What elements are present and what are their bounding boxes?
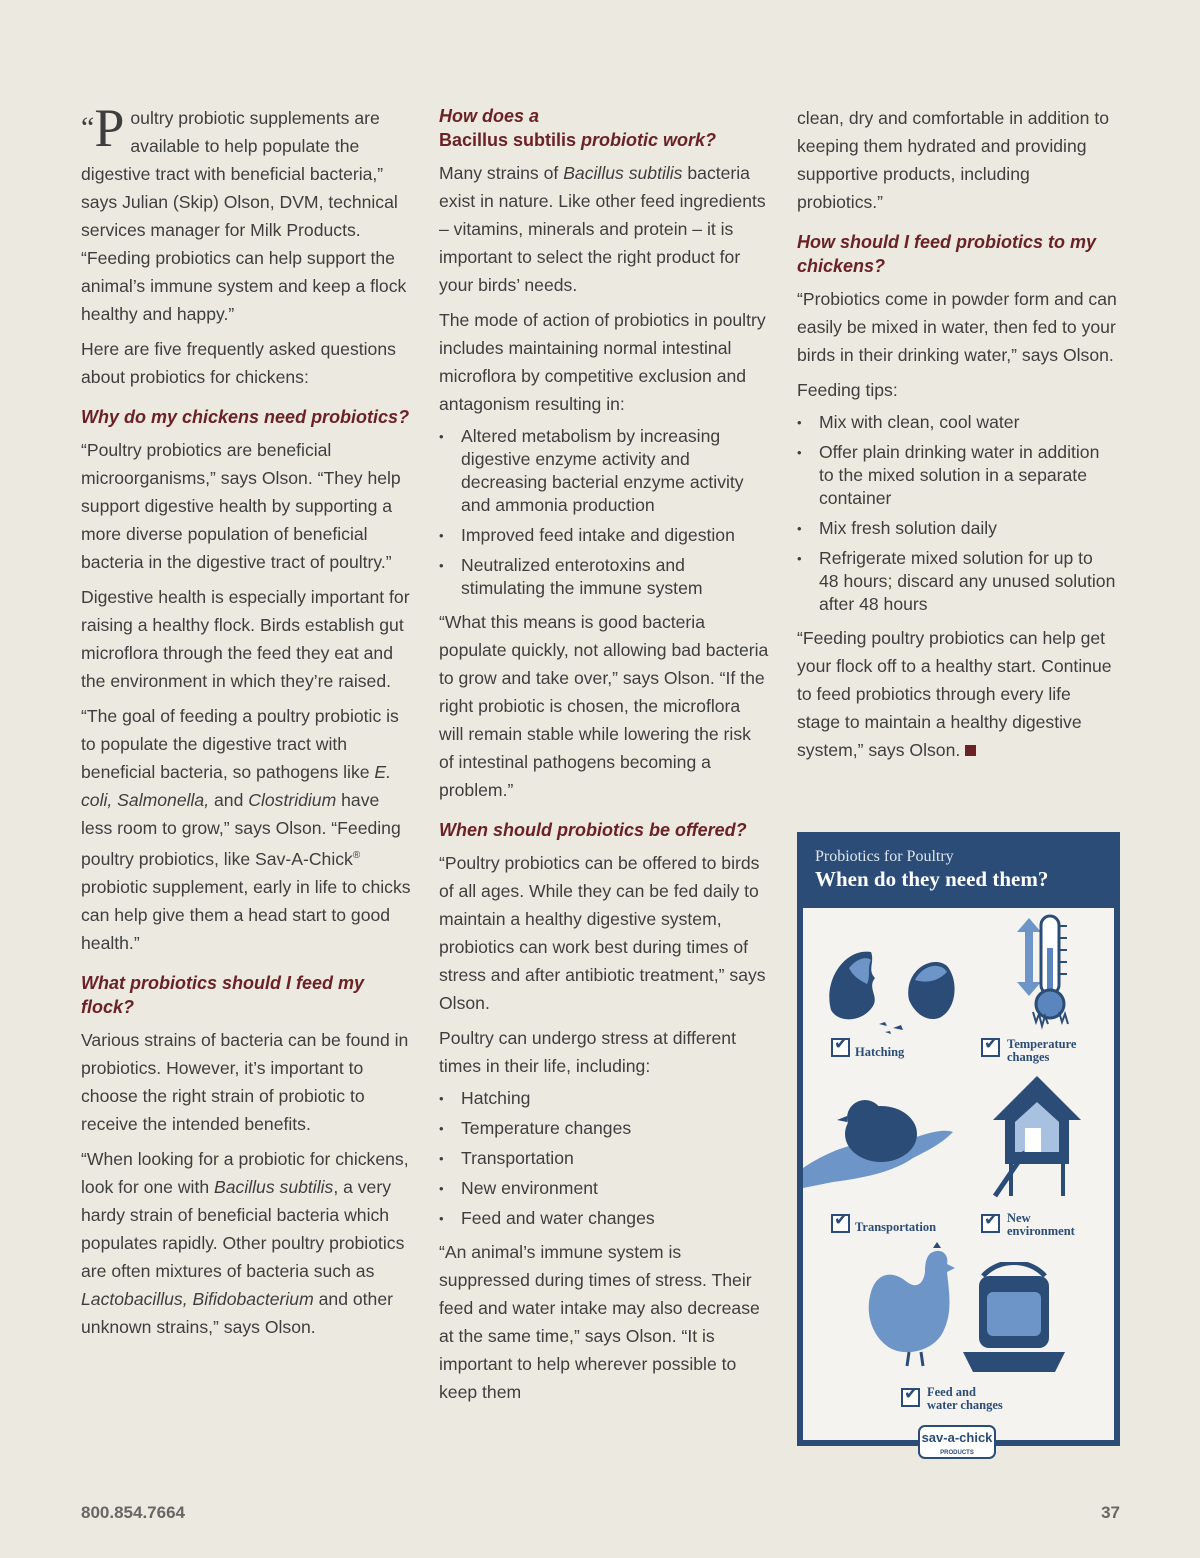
end-mark bbox=[965, 745, 976, 756]
chicken-coop-icon bbox=[985, 1072, 1085, 1202]
infographic bbox=[797, 832, 1120, 1456]
paragraph: The mode of action of probiotics in poultry includes maintaining normal intestinal microflora by competitive exclusion and antagonism resulting in: bbox=[439, 310, 766, 414]
column-3 bbox=[797, 104, 1117, 771]
paragraph: Feeding tips: bbox=[797, 380, 898, 400]
paragraph: “Poultry probiotics are beneficial microorganisms,” says Olson. “They help support digestive health by supporting a more diverse population of beneficial bacteria in the digestive tract of poultry.” bbox=[81, 440, 401, 572]
paragraph: Various strains of bacteria can be found in probiotics. However, it’s important to choose the right strain of probiotic to receive the intended benefits. bbox=[81, 1029, 409, 1134]
paragraph: “When looking for a probiotic for chickens, look for one with Bacillus subtilis, a very hardy strain of beneficial bacteria which populates rapidly. Other poultry probiotics are often mixtures of bacteria such as Lactobacillus, Bifidobacterium and other unknown strains,” says Olson. bbox=[81, 1148, 409, 1337]
list-item: • Hatching bbox=[439, 1087, 769, 1110]
label-new-environment: New environment bbox=[1007, 1211, 1075, 1238]
hatching-egg-icon bbox=[823, 940, 963, 1036]
list-item: • Mix fresh solution daily bbox=[797, 517, 1117, 540]
feeding-tips-list bbox=[797, 411, 1117, 616]
infographic-title: When do they need them? bbox=[815, 867, 1049, 891]
paragraph: “Poultry probiotics can be offered to birds of all ages. While they can be fed daily to maintain a healthy digestive system, probiotics can work best during times of stress and after antibiotic treatment,” says Olson. bbox=[439, 853, 766, 1013]
drop-cap: “P bbox=[81, 98, 125, 158]
list-item: • New environment bbox=[439, 1177, 769, 1200]
hand-chick-icon bbox=[803, 1098, 963, 1198]
question-heading: Why do my chickens need probiotics? bbox=[81, 407, 410, 427]
list-item: • Temperature changes bbox=[439, 1117, 769, 1140]
footer-phone: 800.854.7664 bbox=[81, 1503, 185, 1522]
paragraph: “What this means is good bacteria populate quickly, not allowing bad bacteria to grow and take over,” says Olson. “If the right probiotic is chosen, the microflora will remain stable while lowering the risk of intestinal pathogens becoming a problem.” bbox=[439, 612, 769, 800]
label-hatching: Hatching bbox=[855, 1045, 905, 1059]
label-feed-water: Feed and water changes bbox=[927, 1385, 1003, 1412]
label-transportation: Transportation bbox=[855, 1220, 937, 1234]
paragraph: “An animal’s immune system is suppressed during times of stress. Their feed and water intake may also decrease at the same time,” says Olson. “It is important to help wherever possible to keep them bbox=[439, 1242, 760, 1402]
list-item: • Transportation bbox=[439, 1147, 769, 1170]
list-item: • Offer plain drinking water in addition to the mixed solution in a separate container bbox=[797, 441, 1117, 510]
column-2 bbox=[439, 104, 769, 1413]
paragraph: Many strains of Bacillus subtilis bacteria exist in nature. Like other feed ingredients – vitamins, minerals and protein – it is important to select the right product for your birds’ needs. bbox=[439, 163, 766, 295]
infographic-panel bbox=[803, 908, 1114, 1440]
hatching-checkbox-icon bbox=[831, 1038, 850, 1057]
intro-paragraph: “P oultry probiotic supplements are available to help populate the digestive tract with beneficial bacteria,” says Julian (Skip) Olson, DVM, technical services manager for Milk Products. “Feeding probiotics can help support the animal’s immune system and keep a flock healthy and happy.” bbox=[81, 98, 407, 324]
temperature-checkbox-icon bbox=[981, 1038, 1000, 1057]
paragraph: Here are five frequently asked questions about probiotics for chickens: bbox=[81, 339, 396, 387]
mode-of-action-list bbox=[439, 425, 769, 600]
list-item: • Feed and water changes bbox=[439, 1207, 769, 1230]
feed-water-checkbox-icon bbox=[901, 1388, 920, 1407]
stress-list bbox=[439, 1087, 769, 1230]
question-heading: What probiotics should I feed my flock? bbox=[81, 972, 365, 1017]
label-temperature: Temperature changes bbox=[1007, 1037, 1077, 1064]
new-environment-checkbox-icon bbox=[981, 1214, 1000, 1233]
sav-a-chick-logo bbox=[917, 1424, 997, 1460]
question-heading: How should I feed probiotics to my chickens? bbox=[797, 232, 1097, 276]
waterer-icon bbox=[959, 1262, 1069, 1382]
list-item: • Altered metabolism by increasing digestive enzyme activity and decreasing bacterial enzyme activity and ammonia production bbox=[439, 425, 769, 517]
list-item: • Refrigerate mixed solution for up to 48 hours; discard any unused solution after 48 hours bbox=[797, 547, 1117, 616]
paragraph: Poultry can undergo stress at different times in their life, including: bbox=[439, 1028, 736, 1076]
paragraph: “Feeding poultry probiotics can help get your flock off to a healthy start. Continue to feed probiotics through every life stage to maintain a healthy digestive system,” says Olson. bbox=[797, 628, 1112, 760]
list-item: • Mix with clean, cool water bbox=[797, 411, 1117, 434]
question-heading: When should probiotics be offered? bbox=[439, 820, 747, 840]
paragraph: Digestive health is especially important for raising a healthy flock. Birds establish gut microflora through the feed they eat and the environment in which they’re raised. bbox=[81, 587, 410, 691]
paragraph: “The goal of feeding a poultry probiotic is to populate the digestive tract with beneficial bacteria, so pathogens like E. coli, Salmonella, and Clostridium have less room to grow,” says Olson. “Feeding poultry probiotics, like Sav-A-Chick® probiotic supplement, early in life to chicks can help give them a head start to good health.” bbox=[81, 706, 411, 953]
list-item: • Neutralized enterotoxins and stimulating the immune system bbox=[439, 554, 769, 600]
hen-icon bbox=[863, 1242, 963, 1372]
page-number: 37 bbox=[1101, 1503, 1120, 1522]
transportation-checkbox-icon bbox=[831, 1214, 850, 1233]
paragraph: clean, dry and comfortable in addition to keeping them hydrated and providing supportive products, including probiotics.” bbox=[797, 108, 1109, 212]
paragraph: “Probiotics come in powder form and can easily be mixed in water, then fed to your birds in their drinking water,” says Olson. bbox=[797, 289, 1117, 365]
list-item: • Improved feed intake and digestion bbox=[439, 524, 769, 547]
infographic-subtitle: Probiotics for Poultry bbox=[815, 848, 954, 865]
thermometer-icon bbox=[1003, 912, 1083, 1032]
question-heading: How does a Bacillus subtilis probiotic work? bbox=[439, 106, 717, 150]
column-1 bbox=[81, 98, 411, 1348]
svg-text:sav-a-chick: sav-a-chick bbox=[921, 1430, 993, 1445]
svg-text:PRODUCTS: PRODUCTS bbox=[940, 1450, 974, 1456]
